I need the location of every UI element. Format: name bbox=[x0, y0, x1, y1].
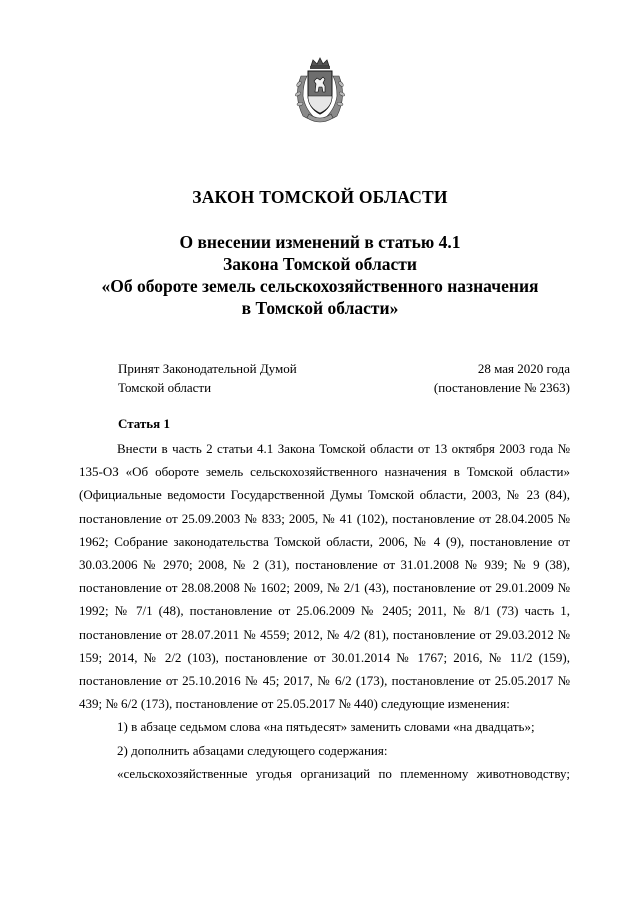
resolution-number: (постановление № 2363) bbox=[433, 380, 570, 395]
adoption-date: 28 мая 2020 года bbox=[477, 361, 570, 376]
adopted-by-label: Принят Законодательной Думой bbox=[118, 361, 297, 376]
adopted-by-region: Томской области bbox=[118, 380, 212, 395]
coat-of-arms-icon bbox=[289, 56, 351, 124]
article-heading: Статья 1 bbox=[118, 416, 170, 431]
article-body bbox=[79, 437, 570, 785]
article-paragraph-1: Внести в часть 2 статьи 4.1 Закона Томской области от 13 октября 2003 года № 135-ОЗ «Об обороте земель сельскохозяйственного назначения в Томской области» (Официальные ведомости Государственной Думы Томской области, 2003, № 23 (84), постановление от 25.09.2003 № 833; 2005, № 41 (102), постановление от 28.04.2005 № 1962; Собрание законодательства Томской области, 2006, № 4 (9), постановление от 30.03.2006 № 2970; 2008, № 2 (31), постановление от 31.01.2008 № 939; № 9 (38), постановление от 28.08.2008 № 1602; 2009, № 2/1 (43), постановление от 29.01.2009 № 1992; № 7/1 (48), постановление от 25.06.2009 № 2405; 2011, № 8/1 (73) часть 1, постановление от 28.07.2011 № 4559; 2012, № 4/2 (81), постановление от 29.03.2012 № 159; 2014, № 2/2 (103), постановление от 30.01.2014 № 1767; 2016, № 11/2 (159), постановление от 25.10.2016 № 45; 2017, № 6/2 (173), постановление от 25.05.2017 № 439; № 6/2 (173), постановление от 25.05.2017 № 440) следующие изменения: bbox=[79, 441, 570, 712]
subtitle-line-2: Закона Томской области bbox=[223, 254, 417, 274]
law-subtitle bbox=[60, 231, 580, 319]
law-title: ЗАКОН ТОМСКОЙ ОБЛАСТИ bbox=[192, 187, 448, 207]
article-paragraph-2: 1) в абзаце седьмом слова «на пятьдесят» заменить словами «на двадцать»; bbox=[117, 719, 535, 735]
subtitle-line-4: в Томской области» bbox=[241, 298, 399, 318]
subtitle-line-3: «Об обороте земель сельскохозяйственного назначения bbox=[101, 276, 539, 296]
subtitle-line-1: О внесении изменений в статью 4.1 bbox=[179, 232, 461, 252]
article-paragraph-3: 2) дополнить абзацами следующего содержания: bbox=[117, 742, 388, 758]
article-paragraph-4: «сельскохозяйственные угодья организаций по племенному животноводству; bbox=[117, 765, 570, 781]
adoption-block bbox=[118, 359, 570, 397]
